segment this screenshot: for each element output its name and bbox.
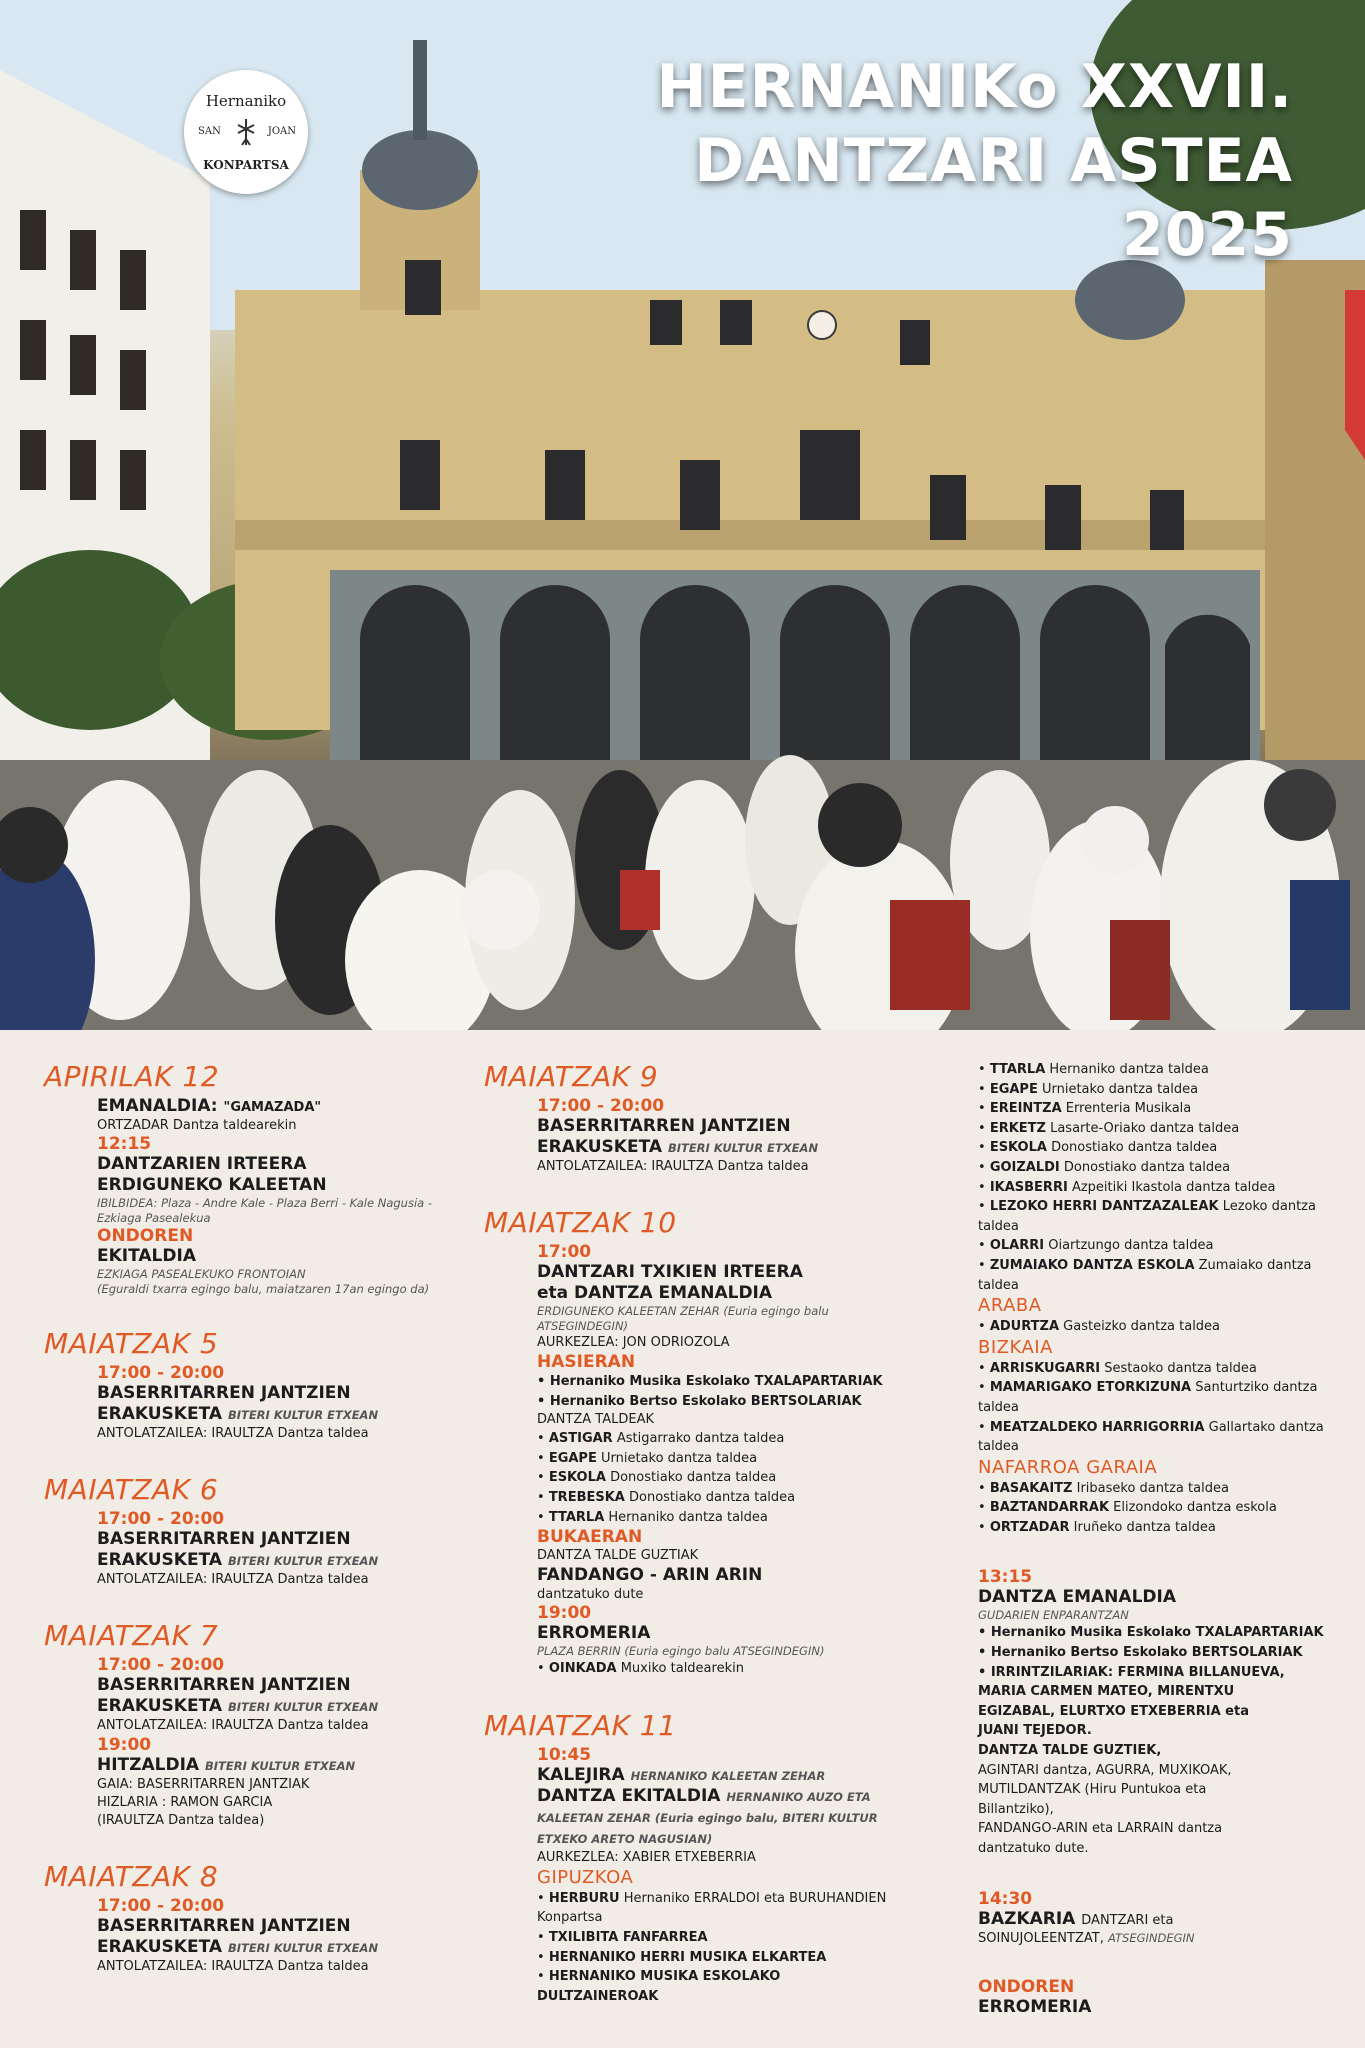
region-nafarroa: NAFARROA GARAIA xyxy=(978,1456,1158,1478)
event-place: BITERI KULTUR ETXEAN xyxy=(227,1408,379,1422)
irrintzi-text: EGIZABAL, ELURTXO ETXEBERRIA eta xyxy=(978,1703,1249,1719)
list-item: • BASAKAITZ Iribaseko dantza taldea xyxy=(978,1480,1229,1496)
list-item: • TREBESKA Donostiako dantza taldea xyxy=(537,1489,796,1505)
event-time: 17:00 - 20:00 xyxy=(97,1896,225,1916)
group-desc: Donostiako dantza taldea xyxy=(1063,1159,1231,1175)
date-maiatzak-10: MAIATZAK 10 xyxy=(484,1206,677,1239)
event-title-2: ERAKUSKETA xyxy=(97,1937,223,1957)
event-time: 17:00 - 20:00 xyxy=(97,1655,225,1675)
bazkaria-rest: DANTZARI eta xyxy=(1081,1912,1174,1928)
list-item xyxy=(537,1392,894,1412)
event-title xyxy=(97,1696,464,1717)
organizer-text: ANTOLATZAILEA: IRAULTZA Dantza taldea xyxy=(97,1426,369,1441)
fandango-title: FANDANGO - ARIN ARIN xyxy=(537,1565,763,1586)
group-desc: Donostiako dantza taldea xyxy=(1051,1140,1218,1156)
list-item: • EREINTZA Errenteria Musikala xyxy=(978,1101,1192,1117)
list-item: • ADURTZA Gasteizko dantza taldea xyxy=(978,1319,1221,1335)
event-place: HERNANIKO AUZO ETA KALEETAN ZEHAR (Euria egingo balu, BITERI KULTUR ETXEKO ARETO NAGUSIAN) xyxy=(537,1789,878,1846)
event-place: GUDARIEN ENPARANTZAN xyxy=(978,1608,1129,1623)
logo-line-konpartsa: KONPARTSA xyxy=(203,158,289,172)
group-desc: Elizondoko dantza eskola xyxy=(1113,1500,1277,1516)
list-item: • HERNANIKO MUSIKA ESKOLAKO DULTZAINEROAK xyxy=(537,1969,781,2004)
group-name: LEZOKO HERRI DANTZAZALEAK xyxy=(989,1199,1219,1215)
hitzaldia-title: HITZALDIA xyxy=(97,1755,200,1775)
dancer-icon xyxy=(234,115,258,151)
event-title: BASERRITARREN JANTZIEN xyxy=(97,1675,351,1695)
event-title: BASERRITARREN JANTZIEN xyxy=(97,1916,351,1936)
group-desc: Errenteria Musikala xyxy=(1065,1101,1192,1117)
ondoren-label: ONDOREN xyxy=(97,1226,194,1246)
ekitaldia-title: DANTZA EKITALDIA xyxy=(537,1785,721,1806)
event-place: BITERI KULTUR ETXEAN xyxy=(204,1759,356,1773)
date-maiatzak-8: MAIATZAK 8 xyxy=(44,1860,219,1893)
region-bizkaia: BIZKAIA xyxy=(978,1336,1053,1358)
group-name: HERNANIKO MUSIKA ESKOLAKO DULTZAINEROAK xyxy=(537,1969,781,2004)
group-desc: Donostiako dantza taldea xyxy=(610,1470,777,1486)
hasieran-label: HASIERAN xyxy=(537,1352,636,1372)
program-column-1 xyxy=(44,1060,464,1976)
event-title: DANTZARIEN IRTEERA xyxy=(97,1154,307,1174)
irrintzi-line xyxy=(978,1702,1340,1722)
group-name: ESKOLA xyxy=(989,1140,1047,1156)
all-groups-text: DANTZA TALDE GUZTIAK xyxy=(537,1548,699,1564)
event-title: BASERRITARREN JANTZIEN xyxy=(537,1116,791,1136)
event-title: DANTZARI TXIKIEN IRTEERA xyxy=(537,1262,803,1282)
irrintzi-text: MARIA CARMEN MATEO, MIRENTXU xyxy=(978,1684,1235,1700)
group-desc: Gallartako dantza taldea xyxy=(978,1419,1324,1455)
irrintzi-line xyxy=(978,1663,1340,1683)
guztiek-line xyxy=(978,1741,1340,1761)
event-time: 17:00 xyxy=(537,1242,592,1262)
event-title-2: ERAKUSKETA xyxy=(97,1550,223,1570)
group-list xyxy=(537,1429,894,1527)
date-maiatzak-7: MAIATZAK 7 xyxy=(44,1619,219,1652)
group-name: ERKETZ xyxy=(989,1120,1046,1136)
event-title xyxy=(97,1550,464,1571)
list-item: • ESKOLA Donostiako dantza taldea xyxy=(978,1140,1218,1156)
group-desc: Iribaseko dantza taldea xyxy=(1076,1480,1229,1496)
event-time: 19:00 xyxy=(97,1735,152,1755)
list-item: • MEATZALDEKO HARRIGORRIA Gallartako dantza taldea xyxy=(978,1419,1324,1455)
group-desc: Lasarte-Oriako dantza taldea xyxy=(1050,1120,1240,1136)
group-desc: Sestaoko dantza taldea xyxy=(1104,1360,1257,1376)
erromeria-title: ERROMERIA xyxy=(537,1623,651,1644)
route-text: IBILBIDEA: Plaza - Andre Kale - Plaza Berri - Kale Nagusia - Ezkiaga Pasealekua xyxy=(97,1196,433,1225)
event-place: HERNANIKO KALEETAN ZEHAR xyxy=(630,1768,826,1783)
poster-title xyxy=(656,50,1293,272)
date-apirilak-12: APIRILAK 12 xyxy=(44,1060,220,1093)
organizer-text: ANTOLATZAILEA: IRAULTZA Dantza taldea xyxy=(97,1959,369,1974)
date-maiatzak-11: MAIATZAK 11 xyxy=(484,1708,677,1742)
group-desc: Hernaniko dantza taldea xyxy=(608,1509,768,1525)
dance-list-line: Billantziko), xyxy=(978,1801,1054,1817)
group-name: ARRISKUGARRI xyxy=(989,1360,1101,1376)
dance-list-line: MUTILDANTZAK (Hiru Puntukoa eta xyxy=(978,1782,1207,1798)
list-item: • BAZTANDARRAK Elizondoko dantza eskola xyxy=(978,1500,1277,1516)
soinujole-text: SOINUJOLEENTZAT, xyxy=(978,1930,1104,1946)
kalejira-title: KALEJIRA xyxy=(537,1764,625,1785)
list-item: • ESKOLA Donostiako dantza taldea xyxy=(537,1470,777,1486)
list-item xyxy=(978,1623,1340,1643)
group-name: EGAPE xyxy=(548,1450,597,1466)
list-item: • LEZOKO HERRI DANTZAZALEAK Lezoko dantza taldea xyxy=(978,1199,1316,1234)
group-name: ADURTZA xyxy=(989,1319,1060,1335)
event-place: BITERI KULTUR ETXEAN xyxy=(667,1141,819,1155)
dantzatuko-text: dantzatuko dute xyxy=(537,1587,644,1603)
list-item: • TXILIBITA FANFARREA xyxy=(537,1929,708,1945)
event-title-2: ERAKUSKETA xyxy=(97,1696,223,1716)
list-item: • HERBURU Hernaniko ERRALDOI eta BURUHANDIEN Konpartsa xyxy=(537,1890,887,1926)
list-item: • ARRISKUGARRI Sestaoko dantza taldea xyxy=(978,1360,1257,1376)
group-list-bizkaia xyxy=(978,1359,1340,1457)
group-desc: Gasteizko dantza taldea xyxy=(1063,1319,1221,1335)
list-item: • GOIZALDI Donostiako dantza taldea xyxy=(978,1159,1231,1175)
event-time: 14:30 xyxy=(978,1888,1033,1909)
erromeria-title: ERROMERIA xyxy=(978,1996,1092,2017)
list-item: • TTARLA Hernaniko dantza taldea xyxy=(978,1062,1209,1077)
title-line-3: 2025 xyxy=(1122,200,1293,270)
program-column-2 xyxy=(484,1060,894,2006)
emanaldia-line xyxy=(97,1096,464,1117)
logo-san: SAN xyxy=(198,126,221,137)
event-title: BASERRITARREN JANTZIEN xyxy=(97,1383,351,1403)
ondoren-label: ONDOREN xyxy=(978,1976,1075,1997)
event-place: BITERI KULTUR ETXEAN xyxy=(227,1554,379,1568)
group-name: TREBESKA xyxy=(548,1489,625,1505)
emanaldia-title: DANTZA EMANALDIA xyxy=(978,1587,1176,1608)
irrintzi-text: JUANI TEJEDOR. xyxy=(978,1723,1092,1739)
guztiek-text: DANTZA TALDE GUZTIEK, xyxy=(978,1743,1162,1759)
list-item-text: • Hernaniko Musika Eskolako TXALAPARTARIAK xyxy=(537,1374,883,1389)
date-maiatzak-9: MAIATZAK 9 xyxy=(484,1060,659,1093)
list-item: • IKASBERRI Azpeitiki Ikastola dantza taldea xyxy=(978,1179,1276,1195)
group-name: MAMARIGAKO ETORKIZUNA xyxy=(989,1380,1192,1396)
list-item: • ERKETZ Lasarte-Oriako dantza taldea xyxy=(978,1120,1240,1136)
event-place: ERDIGUNEKO KALEETAN ZEHAR (Euria egingo balu ATSEGINDEGIN) xyxy=(537,1304,829,1333)
date-maiatzak-6: MAIATZAK 6 xyxy=(44,1473,219,1506)
bazkaria-line xyxy=(978,1909,1340,1930)
group-name: HERNANIKO HERRI MUSIKA ELKARTEA xyxy=(548,1949,827,1965)
group-name: IKASBERRI xyxy=(989,1179,1068,1195)
event-title xyxy=(97,1404,464,1425)
group-desc: Azpeitiki Ikastola dantza taldea xyxy=(1071,1179,1276,1195)
group-list-gipuzkoa xyxy=(978,1060,1340,1295)
group-desc: Zumaiako dantza taldea xyxy=(978,1257,1312,1293)
list-item: • TTARLA Hernaniko dantza taldea xyxy=(537,1509,768,1525)
region-gipuzkoa: GIPUZKOA xyxy=(537,1866,634,1888)
group-desc: Astigarrako dantza taldea xyxy=(616,1431,785,1447)
list-item: • ASTIGAR Astigarrako dantza taldea xyxy=(537,1431,785,1447)
logo-joan: JOAN xyxy=(267,126,296,137)
list-item: • OINKADA Muxiko taldearekin xyxy=(537,1661,744,1677)
presenter-text: AURKEZLEA: JON ODRIOZOLA xyxy=(537,1335,730,1350)
irrintzi-line xyxy=(978,1721,1340,1741)
event-place: BITERI KULTUR ETXEAN xyxy=(227,1700,379,1714)
region-araba: ARABA xyxy=(978,1295,1042,1317)
list-item: • EGAPE Urnietako dantza taldea xyxy=(537,1450,758,1466)
dance-list-line: FANDANGO-ARIN eta LARRAIN dantza xyxy=(978,1821,1223,1837)
ekitaldia-line xyxy=(537,1786,894,1849)
group-name: ESKOLA xyxy=(548,1470,606,1486)
list-item: • MAMARIGAKO ETORKIZUNA Santurtziko dantza taldea xyxy=(978,1380,1318,1415)
group-name: ASTIGAR xyxy=(548,1431,613,1447)
group-name: BAZTANDARRAK xyxy=(989,1500,1110,1516)
event-time: 17:00 - 20:00 xyxy=(97,1509,225,1529)
event-time: 17:00 - 20:00 xyxy=(97,1363,225,1383)
event-time: 17:00 - 20:00 xyxy=(537,1096,665,1116)
weather-note: (Eguraldi txarra egingo balu, maiatzaren 17an egingo da) xyxy=(97,1282,430,1296)
event-place: PLAZA BERRIN (Euria egingo balu ATSEGINDEGIN) xyxy=(537,1644,825,1659)
kalejira-line xyxy=(537,1765,894,1786)
dance-list-line: dantzatuko dute. xyxy=(978,1841,1089,1856)
hitzaldia-line xyxy=(97,1755,464,1776)
gaia-text: GAIA: BASERRITARREN JANTZIAK xyxy=(97,1777,310,1792)
irrintzi-text: • IRRINTZILARIAK: FERMINA BILLANUEVA, xyxy=(978,1664,1285,1680)
list-item xyxy=(978,1643,1340,1663)
group-name: MEATZALDEKO HARRIGORRIA xyxy=(989,1419,1205,1435)
group-name: BASAKAITZ xyxy=(989,1480,1073,1496)
group-desc: Hernaniko ERRALDOI eta BURUHANDIEN Konpartsa xyxy=(537,1890,887,1926)
group-desc: Iruñeko dantza taldea xyxy=(1073,1519,1216,1535)
group-desc: Lezoko dantza taldea xyxy=(978,1199,1316,1234)
frontoia-location: EZKIAGA PASEALEKUKO FRONTOIAN xyxy=(97,1267,306,1281)
event-title: eta DANTZA EMANALDIA xyxy=(537,1283,773,1303)
ekitaldia-title: EKITALDIA xyxy=(97,1246,196,1266)
event-title: BASERRITARREN JANTZIEN xyxy=(97,1529,351,1549)
group-desc: Oiartzungo dantza taldea xyxy=(1048,1238,1214,1254)
event-title-2: ERAKUSKETA xyxy=(97,1404,223,1424)
irrintzi-line xyxy=(978,1682,1340,1702)
logo-line-hernaniko: Hernaniko xyxy=(205,92,287,110)
group-name: OINKADA xyxy=(548,1661,617,1677)
group-desc: Santurtziko dantza taldea xyxy=(978,1380,1318,1415)
event-time: 19:00 xyxy=(537,1603,592,1624)
list-item xyxy=(537,1372,894,1392)
event-time: 10:45 xyxy=(537,1744,592,1765)
event-place: ATSEGINDEGIN xyxy=(1107,1930,1195,1945)
group-name: OLARRI xyxy=(989,1238,1045,1254)
groups-heading: DANTZA TALDEAK xyxy=(537,1412,654,1428)
list-item-text: • Hernaniko Bertso Eskolako BERTSOLARIAK xyxy=(537,1393,862,1409)
event-title xyxy=(97,1937,464,1958)
organizer-text: ANTOLATZAILEA: IRAULTZA Dantza taldea xyxy=(537,1159,809,1174)
group-name: TTARLA xyxy=(989,1062,1046,1077)
list-item-text: • Hernaniko Bertso Eskolako BERTSOLARIAK xyxy=(978,1645,1303,1661)
group-name: TTARLA xyxy=(548,1509,605,1525)
group-desc: Donostiako dantza taldea xyxy=(629,1489,796,1505)
ortzadar-text: ORTZADAR Dantza taldearekin xyxy=(97,1118,297,1133)
bazkaria-title: BAZKARIA xyxy=(978,1908,1076,1929)
list-item-text: • Hernaniko Musika Eskolako TXALAPARTARIAK xyxy=(978,1625,1324,1641)
group-list-araba xyxy=(978,1317,1340,1337)
list-item: • ORTZADAR Iruñeko dantza taldea xyxy=(978,1519,1216,1535)
group-name: EREINTZA xyxy=(989,1101,1062,1117)
group-desc: Urnietako dantza taldea xyxy=(600,1450,758,1466)
group-name: ZUMAIAKO DANTZA ESKOLA xyxy=(989,1257,1195,1273)
group-desc: Urnietako dantza taldea xyxy=(1041,1081,1199,1097)
program-column-3 xyxy=(978,1060,1340,2018)
event-place: BITERI KULTUR ETXEAN xyxy=(227,1941,379,1955)
organizer-text: ANTOLATZAILEA: IRAULTZA Dantza taldea xyxy=(97,1718,369,1733)
organizer-text: ANTOLATZAILEA: IRAULTZA Dantza taldea xyxy=(97,1572,369,1587)
list-item: • ZUMAIAKO DANTZA ESKOLA Zumaiako dantza taldea xyxy=(978,1257,1312,1293)
emanaldia-name: "GAMAZADA" xyxy=(223,1100,322,1115)
list-item: • OLARRI Oiartzungo dantza taldea xyxy=(978,1238,1214,1254)
emanaldia-label: EMANALDIA: xyxy=(97,1096,218,1116)
konpartsa-logo xyxy=(184,70,308,194)
group-list-nafarroa xyxy=(978,1479,1340,1538)
date-maiatzak-5: MAIATZAK 5 xyxy=(44,1327,219,1360)
time-1215: 12:15 xyxy=(97,1134,152,1154)
event-title xyxy=(537,1137,894,1158)
group-name: HERBURU xyxy=(548,1890,620,1906)
group-desc: Muxiko taldearekin xyxy=(620,1661,744,1677)
event-title-2: ERAKUSKETA xyxy=(537,1137,663,1157)
group-name: TXILIBITA FANFARREA xyxy=(548,1929,708,1945)
group-name: ORTZADAR xyxy=(989,1519,1070,1535)
hizlaria-group: (IRAULTZA Dantza taldea) xyxy=(97,1813,265,1828)
list-item: • EGAPE Urnietako dantza taldea xyxy=(978,1081,1199,1097)
event-time: 13:15 xyxy=(978,1567,1033,1588)
presenter-text: AURKEZLEA: XABIER ETXEBERRIA xyxy=(537,1849,756,1865)
list-item: • HERNANIKO HERRI MUSIKA ELKARTEA xyxy=(537,1949,827,1965)
bukaeran-label: BUKAERAN xyxy=(537,1527,643,1548)
hizlaria-text: HIZLARIA : RAMON GARCIA xyxy=(97,1795,273,1810)
title-line-2: DANTZARI ASTEA xyxy=(694,126,1293,196)
title-line-1: HERNANIKo XXVII. xyxy=(656,52,1293,122)
group-desc: Hernaniko dantza taldea xyxy=(1049,1062,1209,1077)
event-title: ERDIGUNEKO KALEETAN xyxy=(97,1175,327,1195)
dance-list-line: AGINTARI dantza, AGURRA, MUXIKOAK, xyxy=(978,1762,1232,1778)
group-name: EGAPE xyxy=(989,1081,1038,1097)
group-name: GOIZALDI xyxy=(989,1159,1060,1175)
soinujole-line xyxy=(978,1930,1340,1947)
